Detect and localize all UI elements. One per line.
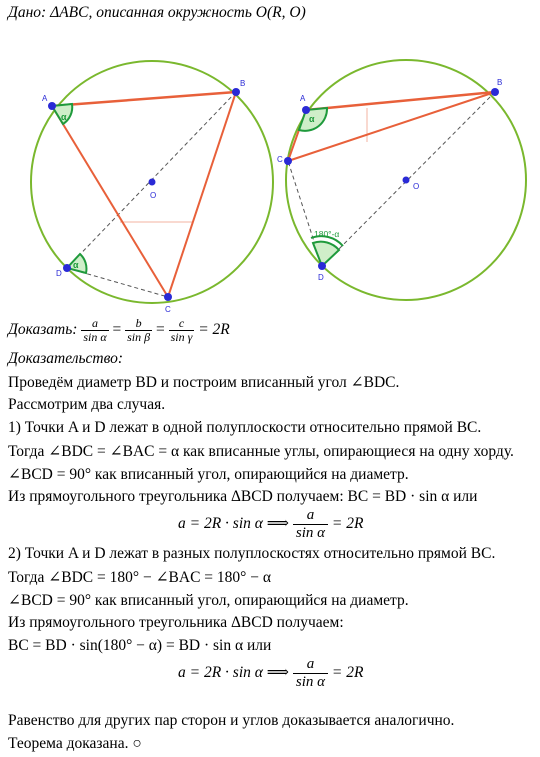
proof-line-1: Проведём диаметр BD и построим вписанный угол ∠BDC. bbox=[8, 374, 400, 391]
left-label-o: O bbox=[150, 191, 157, 200]
formula-2-left: a = 2R · sin α ⟹ bbox=[178, 664, 289, 682]
prove-f3-den: sin γ bbox=[170, 330, 193, 344]
proof-line-11: BC = BD · sin(180° − α) = BD · sin α или bbox=[8, 637, 272, 654]
right-point-c bbox=[284, 157, 292, 165]
prove-result: = 2R bbox=[198, 321, 230, 339]
proof-line-4: Тогда ∠BDC = ∠BAC = α как вписанные углы, опирающиеся на одну хорду. bbox=[8, 443, 514, 460]
formula-2 bbox=[178, 656, 363, 691]
proof-line-6: Из прямоугольного треугольника ΔBCD получаем: BC = BD · sin α или bbox=[8, 488, 478, 505]
formula-2-den: sin α bbox=[295, 674, 326, 690]
prove-f2-den: sin β bbox=[127, 330, 151, 344]
right-point-a bbox=[302, 106, 310, 114]
prove-eq-1: = bbox=[112, 321, 122, 339]
prove-fraction-a bbox=[81, 317, 108, 344]
left-label-c: C bbox=[165, 305, 171, 314]
formula-1-right: = 2R bbox=[331, 515, 364, 533]
left-point-a bbox=[48, 102, 56, 110]
left-label-d: D bbox=[56, 269, 62, 278]
formula-1 bbox=[178, 507, 363, 542]
left-point-d bbox=[63, 264, 71, 272]
given-line bbox=[8, 4, 306, 22]
left-figure bbox=[31, 61, 273, 314]
proof-label: Доказательство: bbox=[8, 350, 124, 367]
proof-line-8: Тогда ∠BDC = 180° − ∠BAC = 180° − α bbox=[8, 569, 271, 586]
prove-f1-num: a bbox=[81, 317, 108, 331]
right-point-d bbox=[318, 262, 326, 270]
left-point-c bbox=[164, 293, 172, 301]
prove-f1-den: sin α bbox=[83, 330, 107, 344]
left-side-bc bbox=[168, 92, 236, 297]
left-label-b: B bbox=[240, 79, 246, 88]
right-label-d: D bbox=[318, 273, 324, 282]
formula-1-den: sin α bbox=[295, 525, 326, 541]
proof-line-10: Из прямоугольного треугольника ΔBCD получаем: bbox=[8, 614, 344, 631]
right-figure bbox=[277, 60, 526, 300]
formula-2-right: = 2R bbox=[331, 664, 364, 682]
prove-label: Доказать: bbox=[8, 321, 78, 339]
right-angle-d-arc bbox=[313, 242, 339, 266]
formula-1-fraction bbox=[293, 507, 328, 542]
left-point-o bbox=[149, 179, 156, 186]
geometry-figure bbox=[0, 30, 540, 330]
prove-f3-num: c bbox=[169, 317, 195, 331]
right-label-a: A bbox=[300, 94, 306, 103]
prove-f2-num: b bbox=[125, 317, 152, 331]
right-angle-a-label: α bbox=[309, 114, 315, 124]
formula-1-num: a bbox=[293, 507, 328, 525]
proof-line-13: Теорема доказана. ○ bbox=[8, 735, 142, 752]
given-text: ΔABC, описанная окружность O(R, O) bbox=[50, 4, 306, 21]
left-side-ab bbox=[52, 92, 236, 106]
right-label-c: C bbox=[277, 155, 283, 164]
formula-2-fraction bbox=[293, 656, 328, 691]
formula-2-num: a bbox=[293, 656, 328, 674]
right-label-b: B bbox=[497, 78, 503, 87]
proof-line-9: ∠BCD = 90° как вписанный угол, опирающийся на диаметр. bbox=[8, 592, 409, 609]
left-point-b bbox=[232, 88, 240, 96]
proof-line-3: 1) Точки A и D лежат в одной полуплоскости относительно прямой BC. bbox=[8, 419, 482, 436]
proof-line-2: Рассмотрим два случая. bbox=[8, 396, 166, 413]
proof-line-7: 2) Точки A и D лежат в разных полуплоскостях относительно прямой BC. bbox=[8, 545, 496, 562]
right-angle-d-label: 180°-α bbox=[314, 229, 340, 239]
prove-fraction-b bbox=[125, 317, 152, 344]
proof-line-12: Равенство для других пар сторон и углов доказывается аналогично. bbox=[8, 712, 455, 729]
given-label: Дано: bbox=[8, 4, 47, 21]
right-label-o: O bbox=[413, 182, 420, 191]
prove-line bbox=[8, 317, 230, 344]
prove-eq-2: = bbox=[155, 321, 165, 339]
prove-fraction-c bbox=[169, 317, 195, 344]
proof-line-5: ∠BCD = 90° как вписанный угол, опирающийся на диаметр. bbox=[8, 466, 409, 483]
left-angle-a-label: α bbox=[61, 112, 67, 122]
left-angle-d-label: α bbox=[73, 260, 79, 270]
right-point-b bbox=[491, 88, 499, 96]
formula-1-left: a = 2R · sin α ⟹ bbox=[178, 515, 289, 533]
left-label-a: A bbox=[42, 94, 48, 103]
right-point-o bbox=[403, 177, 410, 184]
